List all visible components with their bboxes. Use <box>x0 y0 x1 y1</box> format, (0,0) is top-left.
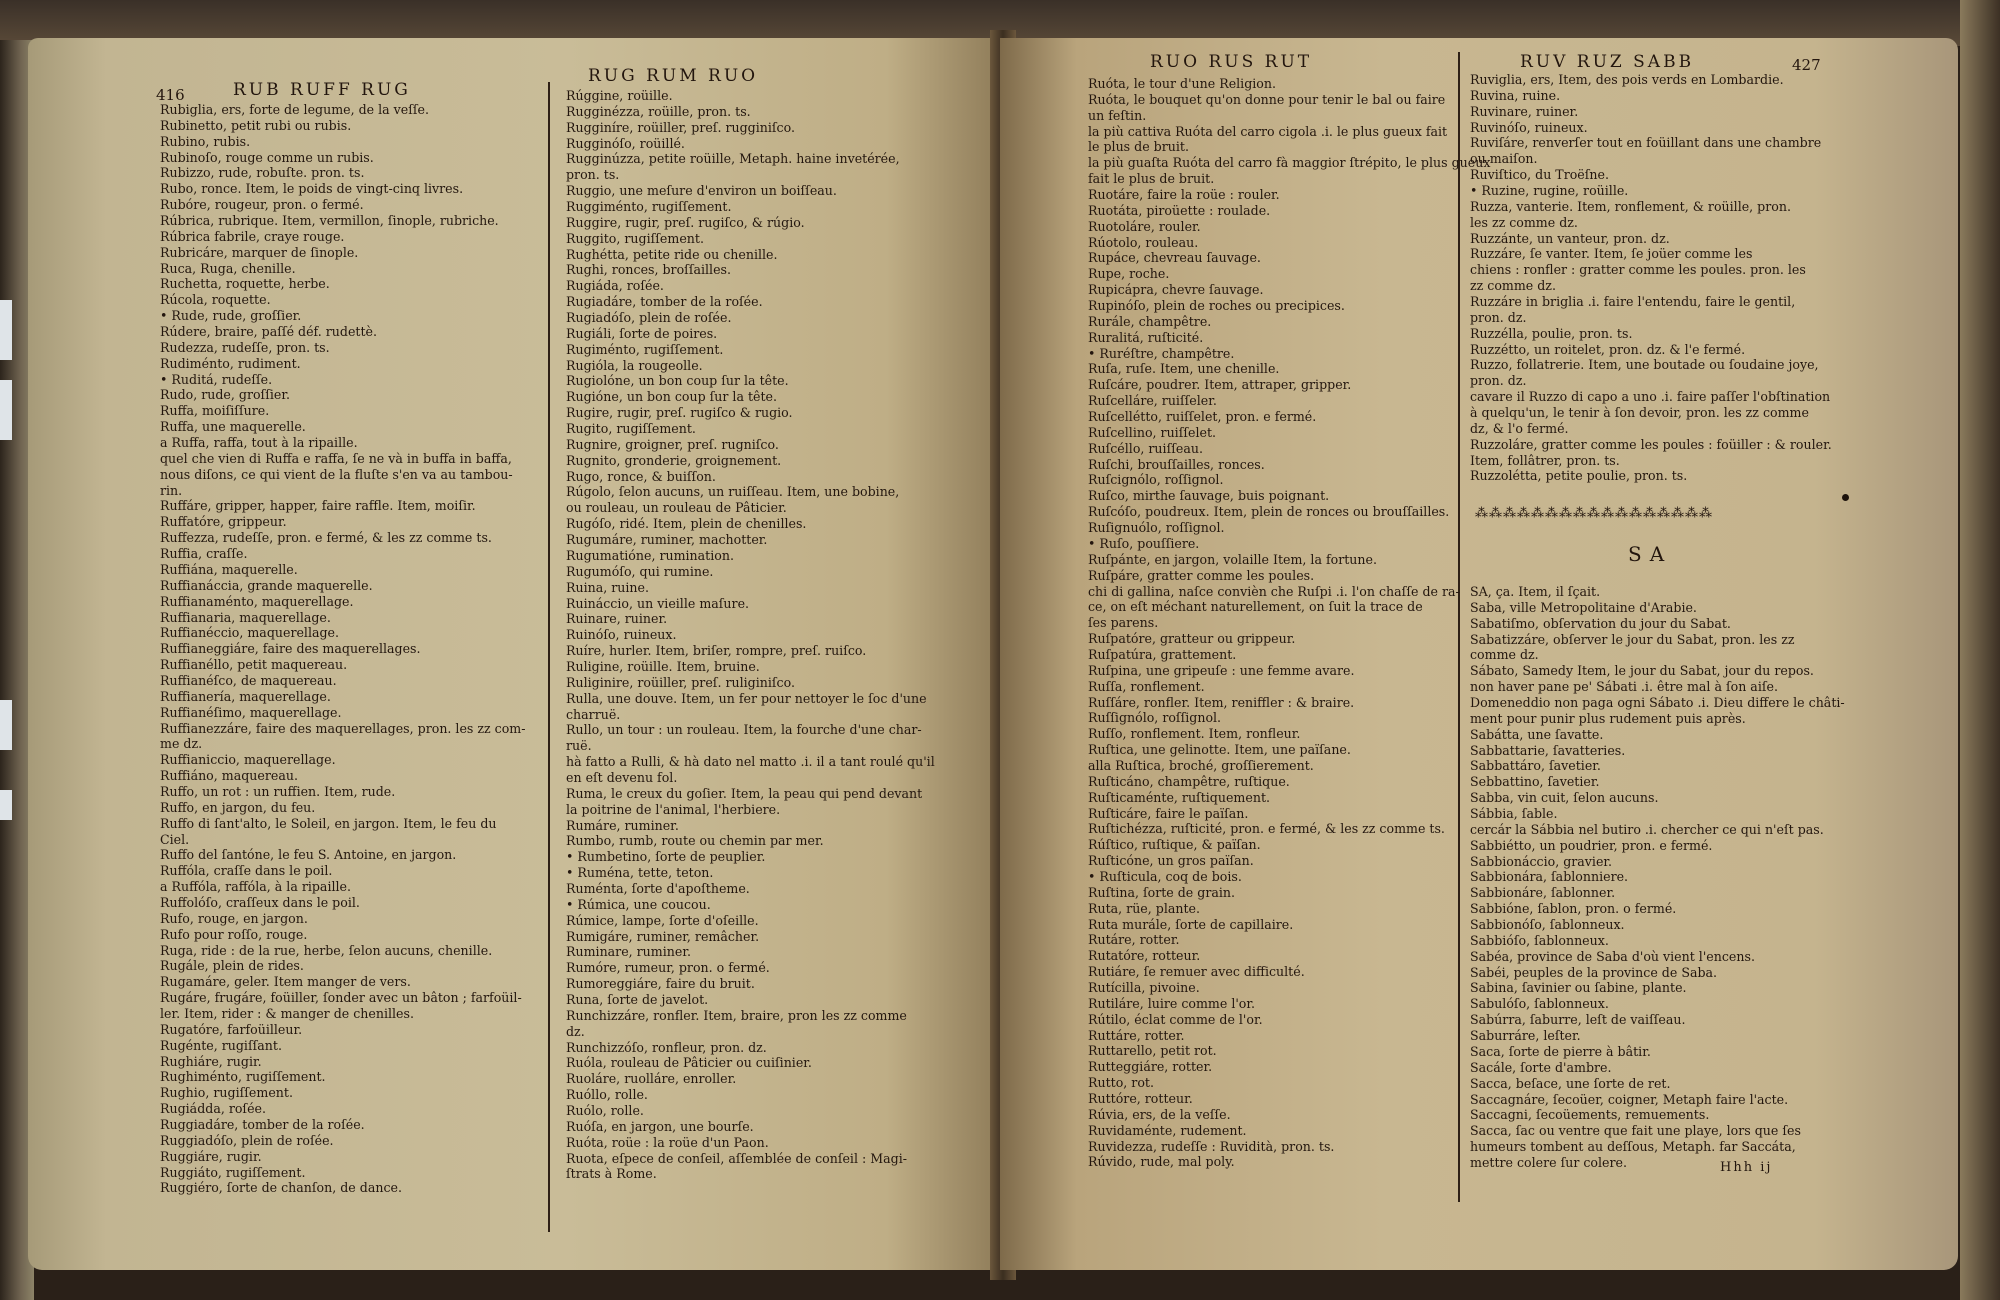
dictionary-line: Runa, ſorte de javelot. <box>566 991 709 1007</box>
dictionary-line: Rúvia, ers, de la veſſe. <box>1088 1106 1231 1122</box>
dictionary-line: Ruga, ride : de la rue, herbe, ſelon aucuns, chenille. <box>160 942 493 958</box>
dictionary-line: Rugále, plein de rides. <box>160 958 304 974</box>
dictionary-line: • Ruména, tette, teton. <box>566 865 714 881</box>
dictionary-line: Ruffezza, rudeſſe, pron. e fermé, & les zz comme ts. <box>160 530 492 546</box>
dictionary-line: Sabbattáro, ſavetier. <box>1470 758 1601 774</box>
dictionary-line: Rúvido, rude, mal poly. <box>1088 1154 1235 1170</box>
dictionary-line: Rugginíre, roüiller, preſ. rugginiſco. <box>566 119 795 135</box>
dictionary-line: Ruggiménto, rugiſſement. <box>566 199 732 215</box>
dictionary-line: Rupinóſo, plein de roches ou precipices. <box>1088 298 1345 314</box>
dictionary-line: hà fatto a Rulli, & hà dato nel matto .i. il a tant roulé qu'il <box>566 754 935 770</box>
dictionary-line: Rudiménto, rudiment. <box>160 355 301 371</box>
dictionary-line: Rubóre, rougeur, pron. o fermé. <box>160 197 364 213</box>
dictionary-line: Ruoláre, ruolláre, enroller. <box>566 1071 737 1087</box>
dictionary-line: Ruffo, un rot : un ruffien. Item, rude. <box>160 783 396 799</box>
dictionary-line: me dz. <box>160 736 203 752</box>
dictionary-line: Rugire, rugir, preſ. rugiſco & rugio. <box>566 405 793 421</box>
ornamental-separator: ⁂⁂⁂⁂⁂⁂⁂⁂⁂⁂⁂⁂⁂⁂⁂⁂⁂ <box>1475 506 1713 521</box>
dictionary-line: Ruminare, ruminer. <box>566 944 691 960</box>
dictionary-line: Saca, ſorte de pierre à bâtir. <box>1470 1043 1651 1059</box>
dictionary-line: Ruffóla, craſſe dans le poil. <box>160 863 333 879</box>
dictionary-line: Sabéi, peuples de la province de Saba. <box>1470 964 1718 980</box>
dictionary-line: Ruliginire, roüiller, preſ. ruliginiſco. <box>566 674 795 690</box>
dictionary-line: Ruffianéſco, de maquereau. <box>160 672 337 688</box>
dictionary-line: • Ruſticula, coq de bois. <box>1088 868 1242 884</box>
dictionary-line: Ruta, rüe, plante. <box>1088 900 1200 916</box>
dictionary-line: Ruóſa, en jargon, une bourſe. <box>566 1118 754 1134</box>
dictionary-line: comme dz. <box>1470 647 1539 663</box>
dictionary-line: Rumoreggiáre, faire du bruit. <box>566 976 755 992</box>
column-rule <box>548 82 550 1232</box>
dictionary-line: Rugiolóne, un bon coup ſur la tête. <box>566 373 789 389</box>
dictionary-line: Ruíre, hurler. Item, briſer, rompre, preſ. ruiſco. <box>566 643 867 659</box>
dictionary-line: Ruggire, rugir, preſ. rugiſco, & rúgio. <box>566 214 805 230</box>
dictionary-line: Sabulóſo, ſablonneux. <box>1470 996 1609 1012</box>
dictionary-line: Ruſignuólo, roſſignol. <box>1088 520 1225 536</box>
dictionary-line: Ruſticóne, un gros païſan. <box>1088 853 1254 869</box>
dictionary-line: Ruttóre, rotteur. <box>1088 1091 1193 1106</box>
dictionary-line: Ruſpánte, en jargon, volaille Item, la fortune. <box>1088 551 1377 567</box>
dictionary-line: Ruzzolétta, petite poulie, pron. ts. <box>1470 468 1688 484</box>
dictionary-line: Runchizzáre, ronfler. Item, braire, pron les zz comme <box>566 1007 907 1023</box>
ink-spot <box>1842 494 1849 501</box>
dictionary-line: Ruffáre, gripper, happer, faire raffle. Item, moiſir. <box>160 498 476 514</box>
dictionary-line: Sabba, vin cuit, ſelon aucuns. <box>1470 790 1659 806</box>
dictionary-line: Rubinetto, petit rubi ou rubis. <box>160 117 352 133</box>
dictionary-line: a Ruffa, raffa, tout à la ripaille. <box>160 435 358 451</box>
dictionary-line: Ruffianéſimo, maquerellage. <box>160 704 342 720</box>
dictionary-line: Ruligine, roüille. Item, bruine. <box>566 658 760 674</box>
dictionary-column-2-top <box>1470 72 1832 484</box>
dictionary-line: • Rumbetino, ſorte de peuplier. <box>566 849 766 865</box>
dictionary-line: Ruólo, rolle. <box>566 1103 644 1118</box>
dictionary-line: Ruviſtico, du Troëſne. <box>1470 167 1609 183</box>
dictionary-line: Item, follâtrer, pron. ts. <box>1470 452 1620 468</box>
dictionary-line: Sabéa, province de Saba d'où vient l'encens. <box>1470 948 1755 964</box>
dictionary-line: Rúggine, roüille. <box>566 88 673 103</box>
dictionary-line: pron. ts. <box>566 167 620 183</box>
dictionary-line: Ruina, ruine. <box>566 579 649 595</box>
dictionary-line: Ruttáre, rotter. <box>1088 1027 1185 1043</box>
dictionary-line: Ruffiána, maquerelle. <box>160 561 298 577</box>
dictionary-line: Ruma, le creux du goſier. Item, la peau qui pend devant <box>566 785 923 801</box>
dictionary-line: Rugginézza, roüille, pron. ts. <box>566 103 751 119</box>
dictionary-line: Ruſſignólo, roſſignol. <box>1088 710 1222 726</box>
dictionary-line: Ruota, eſpece de conſeil, aſſemblée de conſeil : Magi- <box>566 1150 907 1166</box>
dictionary-line: Ruffianéccio, maquerellage. <box>160 625 339 641</box>
dictionary-line: Ruſa, ruſe. Item, une chenille. <box>1088 361 1280 377</box>
dictionary-line: Ruggiadáre, tomber de la roſée. <box>160 1117 365 1132</box>
dictionary-line: SA, ça. Item, il ſçait. <box>1470 584 1601 599</box>
dictionary-line: pron. dz. <box>1470 373 1527 389</box>
dictionary-line: Ruſſa, ronflement. <box>1088 678 1205 694</box>
dictionary-line: Sabátta, une ſavatte. <box>1470 726 1604 742</box>
dictionary-line: Ruchetta, roquette, herbe. <box>160 276 330 292</box>
dictionary-line: Ruóla, rouleau de Pâticier ou cuiſinier. <box>566 1055 812 1071</box>
dictionary-line: la più guaſta Ruóta del carro fà maggior ſtrépito, le plus gueux <box>1088 155 1491 171</box>
dictionary-line: Rutiláre, luire comme l'or. <box>1088 995 1256 1011</box>
dictionary-line: Ruſtina, ſorte de grain. <box>1088 884 1235 900</box>
dictionary-line: • Ruſo, pouſſiere. <box>1088 535 1200 551</box>
dictionary-line: Sacca, ſac ou ventre que fait une playe, lors que ſes <box>1470 1123 1801 1139</box>
dictionary-line: Rugiadáre, tomber de la roſée. <box>566 294 763 310</box>
dictionary-line: Ruffo del ſantóne, le feu S. Antoine, en jargon. <box>160 847 457 863</box>
page-number: 427 <box>1792 56 1821 74</box>
dictionary-line: Ruzza, vanterie. Item, ronflement, & roüille, pron. <box>1470 198 1791 214</box>
dictionary-line: Rumóre, rumeur, pron. o fermé. <box>566 960 770 976</box>
right-page <box>1000 38 1958 1270</box>
dictionary-line: Sabbionáccio, gravier. <box>1470 853 1613 869</box>
dictionary-line: Ruſcignólo, roſſignol. <box>1088 472 1224 488</box>
dictionary-line: Ruſchi, brouſſailles, ronces. <box>1088 456 1265 472</box>
dictionary-line: Sabbattarie, ſavatteries. <box>1470 742 1626 758</box>
dictionary-line: Sabbióſo, ſablonneux. <box>1470 932 1609 948</box>
signature-mark: Hhh ij <box>1720 1160 1773 1175</box>
dictionary-line: Ruſtichézza, ruſticité, pron. e fermé, & les zz comme ts. <box>1088 821 1445 837</box>
dictionary-line: Ruzzétto, un roitelet, pron. dz. & l'e fermé. <box>1470 341 1746 357</box>
dictionary-line: Rumigáre, ruminer, remâcher. <box>566 928 760 944</box>
dictionary-line: Ruſſáre, ronfler. Item, reniffler : & braire. <box>1088 694 1355 710</box>
dictionary-line: Rugóſo, ridé. Item, plein de chenilles. <box>566 516 807 532</box>
dictionary-line: Rúbrica fabrile, craye rouge. <box>160 228 345 244</box>
dictionary-line: Ruviglia, ers, Item, des pois verds en Lombardie. <box>1470 72 1784 87</box>
dictionary-line: Ruffa, moiſiſſure. <box>160 403 270 419</box>
dictionary-line: Ruſcelláre, ruiſſeler. <box>1088 393 1217 409</box>
dictionary-line: Sabbionóſo, ſablonneux. <box>1470 917 1625 933</box>
dictionary-line: Ruſticáno, champêtre, ruſtique. <box>1088 773 1290 789</box>
dictionary-line: Ruſſo, ronflement. Item, ronfleur. <box>1088 726 1301 742</box>
dictionary-line: chi di gallina, naſce convièn che Ruſpi .i. l'on chaſſe de ra- <box>1088 583 1460 599</box>
dictionary-line: Rugumatióne, rumination. <box>566 547 734 563</box>
dictionary-line: Rugatóre, farfoüilleur. <box>160 1021 303 1037</box>
page-tab-marker <box>0 300 12 360</box>
dictionary-line: Ruggito, rugiſſement. <box>566 230 704 246</box>
dictionary-line: Ruſpatóre, gratteur ou grippeur. <box>1088 631 1296 647</box>
page-tab-marker <box>0 700 12 750</box>
dictionary-line: Ruralitá, ruſticité. <box>1088 329 1204 345</box>
dictionary-line: Runchizzóſo, ronfleur, pron. dz. <box>566 1039 767 1055</box>
dictionary-line: • Ruzine, rugine, roüille. <box>1470 183 1629 199</box>
dictionary-line: Ruſcóſo, poudreux. Item, plein de ronces ou brouſſailles. <box>1088 504 1450 520</box>
dictionary-line: Rúdere, braire, paſſé déf. rudettè. <box>160 324 377 340</box>
dictionary-line: Rugiáli, ſorte de poires. <box>566 325 718 341</box>
dictionary-line: Ruzzoláre, gratter comme les poules : foüiller : & rouler. <box>1470 436 1832 452</box>
dictionary-line: Rufo pour roſſo, rouge. <box>160 926 308 942</box>
dictionary-line: • Rude, rude, groſſier. <box>160 308 302 324</box>
dictionary-line: Ruotáre, faire la roüe : rouler. <box>1088 187 1280 203</box>
dictionary-line: Sabatizzáre, obſerver le jour du Sabat, pron. les zz <box>1470 631 1795 647</box>
dictionary-line: Rutto, rot. <box>1088 1075 1154 1091</box>
dictionary-line: Rugióla, la rougeolle. <box>566 357 703 373</box>
dictionary-line: Rúbrica, rubrique. Item, vermillon, ſinople, rubriche. <box>160 213 499 229</box>
dictionary-line: non haver pane pe' Sábati .i. être mal à ſon aiſe. <box>1470 679 1778 695</box>
dictionary-line: • Ruréſtre, champêtre. <box>1088 345 1235 361</box>
dictionary-line: Rughiménto, rugiſſement. <box>160 1069 326 1085</box>
dictionary-line: Sabatiſmo, obſervation du jour du Sabat. <box>1470 615 1731 631</box>
page-tab-marker <box>0 380 12 440</box>
page-tab-marker <box>0 790 12 820</box>
dictionary-line: • Ruditá, rudeſſe. <box>160 371 273 387</box>
dictionary-line: Ruſpina, une gripeuſe : une femme avare. <box>1088 662 1355 678</box>
dictionary-line: Ruſticáre, faire le païſan. <box>1088 805 1249 821</box>
dictionary-line: Ruffianiccio, maquerellage. <box>160 752 336 768</box>
dictionary-line: Rubo, ronce. Item, le poids de vingt-cinq livres. <box>160 181 464 197</box>
dictionary-line: nous diſons, ce qui vient de la fluſte s'en va au tambou- <box>160 466 513 482</box>
dictionary-line: ou rouleau, un rouleau de Pâticier. <box>566 500 787 516</box>
dictionary-line: Ruggiadóſo, plein de roſée. <box>160 1132 334 1148</box>
running-header-left: RUB RUFF RUG <box>233 80 411 100</box>
dictionary-line: dz. <box>566 1023 585 1039</box>
dictionary-line: Rulla, une douve. Item, un fer pour nettoyer le ſoc d'une <box>566 690 927 706</box>
dictionary-line: Ruvinóſo, ruineux. <box>1470 119 1588 135</box>
dictionary-line: cercár la Sábbia nel butiro .i. chercher ce qui n'eſt pas. <box>1470 821 1824 837</box>
dictionary-line: Ruffianáccia, grande maquerelle. <box>160 577 373 593</box>
dictionary-line: Rughio, rugiſſement. <box>160 1085 293 1101</box>
dictionary-line: Rupicápra, chevre ſauvage. <box>1088 282 1264 298</box>
dictionary-line: a Ruffóla, raffóla, à la ripaille. <box>160 879 351 895</box>
dictionary-line: Rudo, rude, groſſier. <box>160 387 291 403</box>
dictionary-line: Sabbiétto, un poudrier, pron. e fermé. <box>1470 837 1713 853</box>
dictionary-line: Rutteggiáre, rotter. <box>1088 1059 1213 1075</box>
dictionary-line: les zz comme dz. <box>1470 214 1578 230</box>
dictionary-line: Rugumóſo, qui rumine. <box>566 563 714 579</box>
dictionary-line: Rugumáre, ruminer, machotter. <box>566 532 768 548</box>
scan-background-right <box>1960 0 2000 1300</box>
dictionary-line: ce, on eſt méchant naturellement, on ſuit la trace de <box>1088 599 1423 615</box>
dictionary-line: Ruffianeggiáre, faire des maquerellages. <box>160 641 421 657</box>
dictionary-line: Ruſpáre, gratter comme les poules. <box>1088 567 1315 583</box>
dictionary-line: Ruggiáto, rugiſſement. <box>160 1164 306 1180</box>
dictionary-line: Saccagni, ſecoüements, remuements. <box>1470 1107 1710 1123</box>
dictionary-line: cavare il Ruzzo di capo a uno .i. faire paſſer l'obſtination <box>1470 389 1831 405</box>
dictionary-line: Saba, ville Metropolitaine d'Arabie. <box>1470 599 1697 615</box>
dictionary-line: dz, & l'o fermé. <box>1470 420 1569 436</box>
dictionary-line: Ruóllo, rolle. <box>566 1087 648 1103</box>
dictionary-line: Rughiáre, rugir. <box>160 1053 262 1069</box>
dictionary-line: Ruffianaménto, maquerellage. <box>160 593 354 609</box>
dictionary-line: ou maiſon. <box>1470 151 1538 167</box>
dictionary-line: Ruzzáre in briglia .i. faire l'entendu, faire le gentil, <box>1470 294 1796 310</box>
dictionary-column-1 <box>1088 76 1490 1170</box>
running-header-left: RUO RUS RUT <box>1150 52 1313 72</box>
dictionary-line: Rugginóſo, roüillé. <box>566 135 685 151</box>
dictionary-line: Ruſpatúra, grattement. <box>1088 646 1237 662</box>
left-page <box>28 38 1003 1270</box>
dictionary-line: • Rúmica, une coucou. <box>566 896 711 912</box>
dictionary-line: Sacále, ſorte d'ambre. <box>1470 1059 1612 1075</box>
dictionary-line: Ruvinare, ruiner. <box>1470 103 1579 119</box>
dictionary-line: Ruóta, roüe : la roüe d'un Paon. <box>566 1134 769 1150</box>
dictionary-line: Ruvina, ruine. <box>1470 87 1561 103</box>
dictionary-line: Rugnito, gronderie, groignement. <box>566 452 782 468</box>
dictionary-line: Ruotáta, piroüette : roulade. <box>1088 202 1271 218</box>
dictionary-line: humeurs tombent au deſſous, Metaph. far Saccáta, <box>1470 1139 1796 1155</box>
dictionary-line: Ruſtica, une gelinotte. Item, une païſane. <box>1088 742 1351 758</box>
dictionary-column-2 <box>566 88 935 1182</box>
dictionary-line: Rubizzo, rude, robuſte. pron. ts. <box>160 165 365 181</box>
dictionary-line: ſes parens. <box>1088 615 1159 631</box>
dictionary-line: Rubricáre, marquer de ſinople. <box>160 244 359 260</box>
dictionary-line: Ruménta, ſorte d'apoſtheme. <box>566 880 750 896</box>
dictionary-line: Ruſticaménte, ruſtiquement. <box>1088 789 1271 805</box>
dictionary-line: en eſt devenu fol. <box>566 769 678 785</box>
dictionary-line: rin. <box>160 482 183 498</box>
dictionary-line: Rudezza, rudeſſe, pron. ts. <box>160 339 330 355</box>
dictionary-line: Ruzzáre, ſe vanter. Item, ſe joüer comme les <box>1470 246 1753 262</box>
dictionary-line: Ciel. <box>160 831 190 847</box>
dictionary-line: Ruffo di ſant'alto, le Soleil, en jargon. Item, le feu du <box>160 815 497 831</box>
dictionary-line: Ruggiéro, ſorte de chanſon, de dance. <box>160 1180 402 1196</box>
dictionary-line: Rugiáda, roſée. <box>566 278 664 294</box>
dictionary-line: Ruffia, craſſe. <box>160 546 248 562</box>
dictionary-line: Rúgolo, ſelon aucuns, un ruiſſeau. Item, une bobine, <box>566 484 900 500</box>
dictionary-line: Sabina, ſavinier ou ſabine, plante. <box>1470 980 1687 996</box>
dictionary-line: Rútilo, éclat comme de l'or. <box>1088 1011 1263 1027</box>
page-number: 416 <box>156 86 185 104</box>
dictionary-line: Ruta murále, ſorte de capillaire. <box>1088 916 1294 932</box>
dictionary-line: Ruffianéllo, petit maquereau. <box>160 657 348 673</box>
dictionary-line: le plus de bruit. <box>1088 139 1189 155</box>
dictionary-line: la più cattiva Ruóta del carro cigola .i. le plus gueux fait <box>1088 123 1448 139</box>
section-title: SA <box>1628 542 1673 566</box>
dictionary-line: Rugito, rugiſſement. <box>566 421 696 437</box>
dictionary-line: Rumáre, ruminer. <box>566 817 679 833</box>
dictionary-column-2-bottom <box>1470 584 1845 1171</box>
dictionary-line: Ruffatóre, grippeur. <box>160 514 287 530</box>
dictionary-line: Ruttarello, petit rot. <box>1088 1043 1217 1059</box>
dictionary-line: Sabbióne, ſablon, pron. o fermé. <box>1470 901 1677 917</box>
dictionary-line: Rugiádda, roſée. <box>160 1101 267 1117</box>
dictionary-line: Rughétta, petite ride ou chenille. <box>566 246 778 262</box>
dictionary-line: Ruóta, le tour d'une Religion. <box>1088 76 1276 91</box>
dictionary-line: Rupe, roche. <box>1088 266 1170 282</box>
dictionary-line: ſtrats à Rome. <box>566 1166 657 1182</box>
dictionary-line: Sacca, beſace, une ſorte de ret. <box>1470 1075 1671 1091</box>
dictionary-line: zz comme dz. <box>1470 278 1556 294</box>
dictionary-line: mettre colere ſur colere. <box>1470 1154 1627 1170</box>
dictionary-line: Domeneddio non paga ogni Sábato .i. Dieu differe le châti- <box>1470 695 1845 711</box>
dictionary-line: Rugáre, frugáre, foüiller, ſonder avec un bâton ; farfoüil- <box>160 990 522 1006</box>
dictionary-line: Ruffa, une maquerelle. <box>160 419 306 435</box>
dictionary-line: fait le plus de bruit. <box>1088 171 1215 187</box>
dictionary-line: Ruggio, une meſure d'environ un boiſſeau. <box>566 183 837 199</box>
dictionary-line: Ruffianezzáre, faire des maquerellages, pron. les zz com- <box>160 720 526 736</box>
dictionary-line: Sebbattino, ſavetier. <box>1470 774 1600 790</box>
dictionary-line: Ruvidezza, rudeſſe : Ruvidità, pron. ts. <box>1088 1138 1335 1154</box>
dictionary-line: Rúſtico, ruſtique, & païſan. <box>1088 837 1261 853</box>
dictionary-line: Rugginúzza, petite roüille, Metaph. haine invetérée, <box>566 151 900 167</box>
dictionary-line: Rugo, ronce, & buiſſon. <box>566 468 716 484</box>
dictionary-line: Saccagnáre, ſecoüer, coigner, Metaph faire l'acte. <box>1470 1091 1789 1107</box>
dictionary-line: Ruináccio, un vieille maſure. <box>566 595 750 611</box>
dictionary-line: charruë. <box>566 706 621 722</box>
dictionary-line: Sabbionáre, ſablonner. <box>1470 885 1616 901</box>
dictionary-line: Ruſcáre, poudrer. Item, attraper, gripper. <box>1088 377 1352 393</box>
dictionary-line: un feſtin. <box>1088 107 1147 123</box>
dictionary-line: Ruviſáre, renverſer tout en foüillant dans une chambre <box>1470 135 1822 151</box>
dictionary-line: Rugiménto, rugiſſement. <box>566 341 724 357</box>
dictionary-line: pron. dz. <box>1470 309 1527 325</box>
dictionary-line: Rubino, rubis. <box>160 133 251 149</box>
dictionary-line: Rúmice, lampe, ſorte d'oſeille. <box>566 912 759 928</box>
dictionary-line: Rufo, rouge, en jargon. <box>160 910 308 926</box>
dictionary-line: Ruóta, le bouquet qu'on donne pour tenir le bal ou faire <box>1088 91 1446 107</box>
dictionary-line: Rubinoſo, rouge comme un rubis. <box>160 149 374 165</box>
dictionary-line: Rugióne, un bon coup ſur la tête. <box>566 389 777 405</box>
dictionary-line: la poitrine de l'animal, l'herbiere. <box>566 801 781 817</box>
dictionary-line: Rullo, un tour : un rouleau. Item, la fourche d'une char- <box>566 722 922 738</box>
dictionary-line: quel che vien di Ruffa e raffa, ſe ne và in buffa in baffa, <box>160 450 512 466</box>
dictionary-line: Ruzzélla, poulie, pron. ts. <box>1470 325 1633 341</box>
dictionary-line: Rurále, champêtre. <box>1088 313 1212 329</box>
dictionary-line: Rubiglia, ers, forte de legume, de la veſſe. <box>160 102 430 117</box>
dictionary-line: Ruinóſo, ruineux. <box>566 627 677 643</box>
dictionary-line: Rutícilla, pivoine. <box>1088 979 1200 995</box>
dictionary-line: Sabbionára, ſablonniere. <box>1470 869 1629 885</box>
dictionary-line: Ruſcellino, ruiſſelet. <box>1088 424 1217 440</box>
dictionary-line: Ruzzo, follatrerie. Item, une boutade ou ſoudaine joye, <box>1470 357 1819 373</box>
dictionary-line: Ruinare, ruiner. <box>566 611 668 627</box>
dictionary-line: ruë. <box>566 738 592 754</box>
dictionary-line: Sábato, Samedy Item, le jour du Sabat, jour du repos. <box>1470 663 1814 679</box>
dictionary-line: chiens : ronfler : gratter comme les poules. pron. les <box>1470 262 1806 278</box>
dictionary-line: Rutáre, rotter. <box>1088 932 1180 948</box>
dictionary-line: Rugénte, rugiſſant. <box>160 1037 282 1053</box>
dictionary-line: Ruzzánte, un vanteur, pron. dz. <box>1470 230 1670 246</box>
dictionary-line: Rugnire, groigner, preſ. rugniſco. <box>566 436 779 452</box>
dictionary-line: Rúcola, roquette. <box>160 292 271 308</box>
dictionary-line: Ruſco, mirthe ſauvage, buis poignant. <box>1088 488 1330 504</box>
dictionary-line: Sabúrra, ſaburre, leſt de vaiſſeau. <box>1470 1012 1686 1028</box>
dictionary-line: Rugiadóſo, plein de roſée. <box>566 310 732 326</box>
dictionary-line: Ruffolóſo, craſſeux dans le poil. <box>160 894 360 910</box>
dictionary-line: Ruſcéllo, ruiſſeau. <box>1088 440 1203 456</box>
dictionary-line: Ruffianería, maquerellage. <box>160 688 331 704</box>
dictionary-line: Rupáce, chevreau ſauvage. <box>1088 250 1261 266</box>
dictionary-line: Sábbia, ſable. <box>1470 806 1558 822</box>
dictionary-column-1 <box>160 102 525 1196</box>
dictionary-line: Ruffianaria, maquerellage. <box>160 609 331 625</box>
dictionary-line: Rúotolo, rouleau. <box>1088 234 1199 250</box>
dictionary-line: Ruffiáno, maquereau. <box>160 768 298 784</box>
dictionary-line: Rughi, ronces, broſſailles. <box>566 262 731 278</box>
dictionary-line: alla Ruſtica, broché, groſſierement. <box>1088 757 1314 773</box>
dictionary-line: Ruca, Ruga, chenille. <box>160 260 296 276</box>
dictionary-line: Ruſcellétto, ruiſſelet, pron. e fermé. <box>1088 409 1317 425</box>
dictionary-line: Ruggiáre, rugir. <box>160 1148 262 1164</box>
dictionary-line: Ruffo, en jargon, du feu. <box>160 799 316 815</box>
dictionary-line: ment pour punir plus rudement puis après. <box>1470 710 1746 726</box>
running-header-right: RUG RUM RUO <box>588 66 759 86</box>
dictionary-line: Rugamáre, geler. Item manger de vers. <box>160 974 411 990</box>
dictionary-line: Saburráre, leſter. <box>1470 1028 1581 1044</box>
running-header-right: RUV RUZ SABB <box>1520 52 1695 72</box>
dictionary-line: Ruvidaménte, rudement. <box>1088 1122 1247 1138</box>
dictionary-line: Rutiáre, ſe remuer avec difficulté. <box>1088 964 1305 980</box>
dictionary-line: Ruotoláre, rouler. <box>1088 218 1201 234</box>
dictionary-line: Rumbo, rumb, route ou chemin par mer. <box>566 833 824 849</box>
dictionary-line: ler. Item, rider : & manger de chenilles. <box>160 1005 414 1021</box>
dictionary-line: Rutatóre, rotteur. <box>1088 948 1201 964</box>
dictionary-line: à quelqu'un, le tenir à ſon devoir, pron. les zz comme <box>1470 405 1809 421</box>
